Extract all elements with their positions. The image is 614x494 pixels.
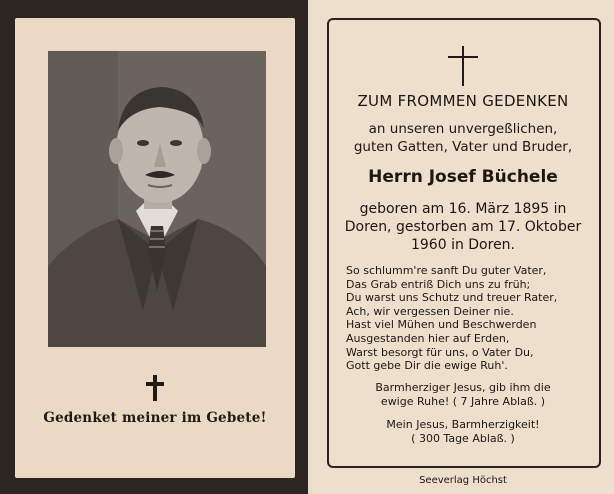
prayer-line: Mein Jesus, Barmherzigkeit! <box>386 418 540 431</box>
memorial-poem <box>346 264 596 373</box>
poem-line: Ausgestanden hier auf Erden, <box>346 331 510 345</box>
intro-line: guten Gatten, Vater und Bruder, <box>353 139 573 155</box>
prayer-indulgence-2 <box>312 418 614 445</box>
poem-line: Du warst uns Schutz und treuer Rater, <box>346 291 558 305</box>
poem-line: Ach, wir vergessen Deiner nie. <box>346 304 514 318</box>
poem-line: Gott gebe Dir die ewige Ruh'. <box>346 359 508 373</box>
publisher-imprint: Seeverlag Höchst <box>419 475 507 486</box>
cross-icon <box>143 373 167 403</box>
date-line: 1960 in Doren. <box>410 237 516 253</box>
prayer-indulgence-1 <box>312 381 614 408</box>
life-dates <box>312 200 614 254</box>
intro-text <box>312 120 614 156</box>
date-line: Doren, gestorben am 17. Oktober <box>344 219 582 235</box>
cross-icon <box>445 44 481 88</box>
date-line: geboren am 16. März 1895 in <box>359 201 567 217</box>
poem-line: Das Grab entriß Dich uns zu früh; <box>346 277 531 291</box>
prayer-line: ( 300 Tage Ablaß. ) <box>411 431 515 445</box>
left-card-paper <box>15 18 295 478</box>
deceased-name: Herrn Josef Büchele <box>368 167 558 187</box>
portrait-photo <box>48 51 266 347</box>
left-caption: Gedenket meiner im Gebete! <box>43 410 267 426</box>
intro-line: an unseren unvergeßlichen, <box>368 121 558 137</box>
poem-line: Hast viel Mühen und Beschwerden <box>346 318 537 332</box>
right-card <box>312 0 614 494</box>
poem-line: So schlumm're sanft Du guter Vater, <box>346 264 547 277</box>
poem-line: Warst besorgt für uns, o Vater Du, <box>346 345 534 359</box>
prayer-line: Barmherziger Jesus, gib ihm die <box>375 381 551 394</box>
prayer-line: ewige Ruhe! ( 7 Jahre Ablaß. ) <box>380 394 546 408</box>
memorial-heading: ZUM FROMMEN GEDENKEN <box>357 92 569 110</box>
